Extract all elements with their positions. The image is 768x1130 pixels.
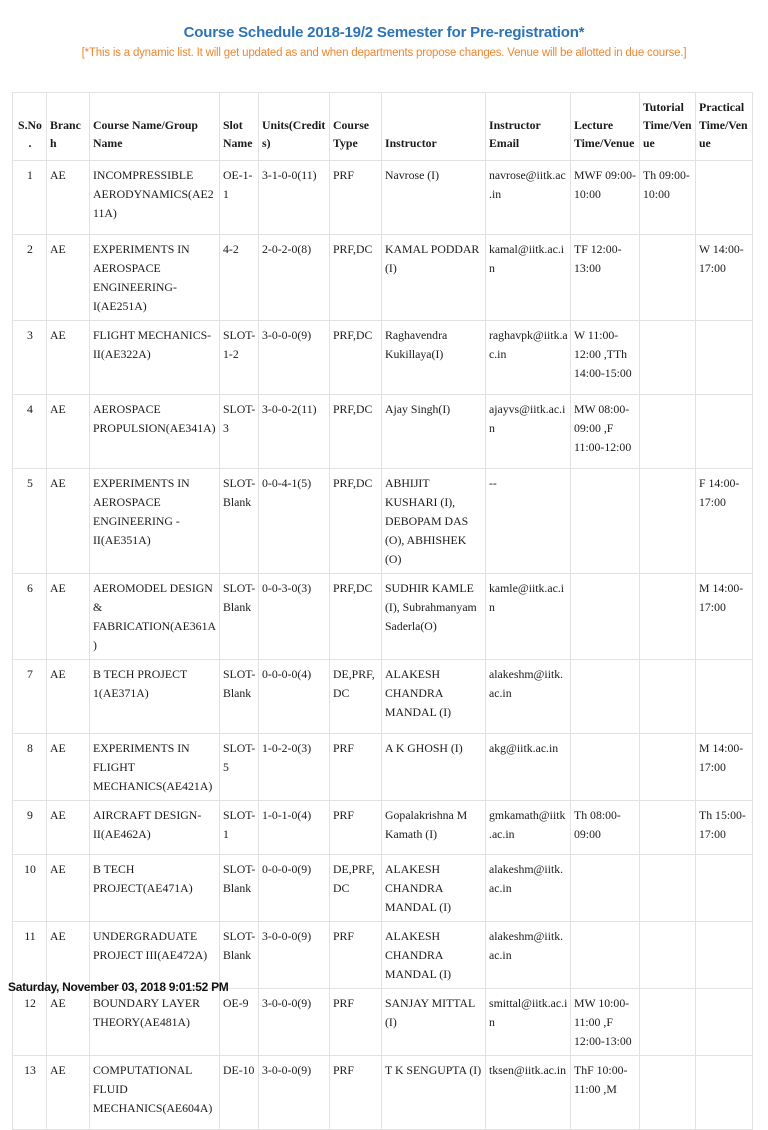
cell-slot: SLOT-Blank: [220, 855, 259, 922]
cell-practical-time: M 14:00-17:00: [696, 574, 753, 660]
cell-tutorial-time: [640, 321, 696, 395]
table-row: [13, 801, 753, 855]
cell-course-type: PRF: [330, 922, 382, 989]
table-row: [13, 734, 753, 801]
print-timestamp: Saturday, November 03, 2018 9:01:52 PM: [8, 980, 229, 994]
cell-tutorial-time: [640, 395, 696, 469]
cell-course-type: PRF: [330, 1056, 382, 1130]
cell-course-name: INCOMPRESSIBLE AERODYNAMICS(AE211A): [90, 161, 220, 235]
cell-course-name: AIRCRAFT DESIGN-II(AE462A): [90, 801, 220, 855]
table-row: [13, 855, 753, 922]
header-lecture: Lecture Time/Venue: [571, 93, 640, 161]
cell-branch: AE: [47, 989, 90, 1056]
cell-course-type: PRF,DC: [330, 321, 382, 395]
cell-slot: SLOT-Blank: [220, 574, 259, 660]
cell-course-name: FLIGHT MECHANICS-II(AE322A): [90, 321, 220, 395]
cell-practical-time: [696, 395, 753, 469]
table-row: [13, 395, 753, 469]
document-title: Course Schedule 2018-19/2 Semester for Pre-registration*: [183, 24, 585, 41]
cell-tutorial-time: [640, 660, 696, 734]
cell-slot: SLOT-Blank: [220, 469, 259, 574]
cell-sno: 3: [13, 321, 47, 395]
cell-course-type: PRF,DC: [330, 395, 382, 469]
cell-instructor-email: gmkamath@iitk.ac.in: [486, 801, 571, 855]
cell-lecture-time: [571, 469, 640, 574]
cell-slot: 4-2: [220, 235, 259, 321]
cell-lecture-time: [571, 922, 640, 989]
cell-instructor: Navrose (I): [382, 161, 486, 235]
header-email: Instructor Email: [486, 93, 571, 161]
cell-tutorial-time: [640, 922, 696, 989]
cell-instructor-email: kamle@iitk.ac.in: [486, 574, 571, 660]
cell-sno: 2: [13, 235, 47, 321]
cell-branch: AE: [47, 801, 90, 855]
cell-practical-time: [696, 660, 753, 734]
cell-sno: 4: [13, 395, 47, 469]
cell-instructor-email: ajayvs@iitk.ac.in: [486, 395, 571, 469]
cell-course-type: PRF: [330, 989, 382, 1056]
cell-units: 2-0-2-0(8): [259, 235, 330, 321]
cell-instructor-email: kamal@iitk.ac.in: [486, 235, 571, 321]
cell-branch: AE: [47, 1056, 90, 1130]
table-row: [13, 574, 753, 660]
cell-slot: OE-1-1: [220, 161, 259, 235]
cell-sno: 6: [13, 574, 47, 660]
cell-branch: AE: [47, 734, 90, 801]
cell-practical-time: [696, 321, 753, 395]
cell-branch: AE: [47, 161, 90, 235]
cell-lecture-time: [571, 855, 640, 922]
cell-course-name: COMPUTATIONAL FLUID MECHANICS(AE604A): [90, 1056, 220, 1130]
cell-sno: 5: [13, 469, 47, 574]
cell-course-name: EXPERIMENTS IN FLIGHT MECHANICS(AE421A): [90, 734, 220, 801]
cell-units: 3-0-0-0(9): [259, 989, 330, 1056]
cell-sno: 9: [13, 801, 47, 855]
cell-course-type: PRF,DC: [330, 469, 382, 574]
cell-practical-time: W 14:00-17:00: [696, 235, 753, 321]
cell-lecture-time: MW 08:00-09:00 ,F 11:00-12:00: [571, 395, 640, 469]
cell-practical-time: [696, 1056, 753, 1130]
cell-tutorial-time: [640, 801, 696, 855]
cell-branch: AE: [47, 469, 90, 574]
cell-tutorial-time: [640, 855, 696, 922]
cell-instructor-email: alakeshm@iitk.ac.in: [486, 855, 571, 922]
cell-practical-time: [696, 161, 753, 235]
cell-instructor: A K GHOSH (I): [382, 734, 486, 801]
table-row: [13, 922, 753, 989]
cell-course-type: PRF: [330, 734, 382, 801]
header-type: Course Type: [330, 93, 382, 161]
cell-practical-time: Th 15:00-17:00: [696, 801, 753, 855]
cell-course-type: DE,PRF,DC: [330, 660, 382, 734]
cell-practical-time: F 14:00-17:00: [696, 469, 753, 574]
cell-units: 3-0-0-0(9): [259, 922, 330, 989]
cell-units: 3-0-0-0(9): [259, 321, 330, 395]
header-units: Units(Credits): [259, 93, 330, 161]
cell-branch: AE: [47, 922, 90, 989]
cell-branch: AE: [47, 660, 90, 734]
table-row: [13, 161, 753, 235]
header-practical: Practical Time/Venue: [696, 93, 753, 161]
cell-lecture-time: TF 12:00-13:00: [571, 235, 640, 321]
cell-sno: 12: [13, 989, 47, 1056]
cell-slot: SLOT-1: [220, 801, 259, 855]
cell-branch: AE: [47, 574, 90, 660]
cell-slot: OE-9: [220, 989, 259, 1056]
cell-instructor: ALAKESH CHANDRA MANDAL (I): [382, 660, 486, 734]
cell-instructor: ALAKESH CHANDRA MANDAL (I): [382, 922, 486, 989]
cell-branch: AE: [47, 321, 90, 395]
cell-lecture-time: MW 10:00-11:00 ,F 12:00-13:00: [571, 989, 640, 1056]
header-tutorial: Tutorial Time/Venue: [640, 93, 696, 161]
cell-instructor-email: alakeshm@iitk.ac.in: [486, 922, 571, 989]
header-sno: S.No .: [13, 93, 47, 161]
cell-practical-time: [696, 855, 753, 922]
header-branch: Branch: [47, 93, 90, 161]
cell-course-type: DE,PRF,DC: [330, 855, 382, 922]
cell-instructor-email: tksen@iitk.ac.in: [486, 1056, 571, 1130]
course-schedule-table: [12, 92, 753, 1130]
document-note: [*This is a dynamic list. It will get updated as and when departments propose changes. Venue will be allotted in due course.]: [81, 47, 687, 59]
cell-sno: 13: [13, 1056, 47, 1130]
cell-instructor-email: akg@iitk.ac.in: [486, 734, 571, 801]
cell-units: 1-0-1-0(4): [259, 801, 330, 855]
cell-tutorial-time: [640, 574, 696, 660]
cell-practical-time: [696, 922, 753, 989]
cell-sno: 7: [13, 660, 47, 734]
cell-lecture-time: MWF 09:00-10:00: [571, 161, 640, 235]
cell-units: 3-0-0-0(9): [259, 1056, 330, 1130]
cell-course-name: UNDERGRADUATE PROJECT III(AE472A): [90, 922, 220, 989]
table-row: [13, 321, 753, 395]
cell-lecture-time: [571, 660, 640, 734]
cell-lecture-time: ThF 10:00-11:00 ,M: [571, 1056, 640, 1130]
cell-units: 1-0-2-0(3): [259, 734, 330, 801]
cell-lecture-time: W 11:00-12:00 ,TTh 14:00-15:00: [571, 321, 640, 395]
cell-instructor-email: navrose@iitk.ac.in: [486, 161, 571, 235]
cell-slot: DE-10: [220, 1056, 259, 1130]
cell-instructor: Raghavendra Kukillaya(I): [382, 321, 486, 395]
cell-slot: SLOT-Blank: [220, 922, 259, 989]
cell-tutorial-time: [640, 235, 696, 321]
table-row: [13, 989, 753, 1056]
cell-lecture-time: [571, 734, 640, 801]
cell-instructor: T K SENGUPTA (I): [382, 1056, 486, 1130]
cell-branch: AE: [47, 235, 90, 321]
cell-slot: SLOT-5: [220, 734, 259, 801]
cell-course-name: AEROSPACE PROPULSION(AE341A): [90, 395, 220, 469]
cell-practical-time: [696, 989, 753, 1056]
header-slot: Slot Name: [220, 93, 259, 161]
cell-instructor-email: raghavpk@iitk.ac.in: [486, 321, 571, 395]
cell-sno: 10: [13, 855, 47, 922]
table-row: [13, 469, 753, 574]
cell-instructor: KAMAL PODDAR (I): [382, 235, 486, 321]
cell-sno: 11: [13, 922, 47, 989]
cell-course-type: PRF: [330, 161, 382, 235]
cell-tutorial-time: [640, 734, 696, 801]
cell-course-name: BOUNDARY LAYER THEORY(AE481A): [90, 989, 220, 1056]
cell-slot: SLOT-Blank: [220, 660, 259, 734]
cell-tutorial-time: [640, 989, 696, 1056]
cell-tutorial-time: Th 09:00-10:00: [640, 161, 696, 235]
cell-lecture-time: [571, 574, 640, 660]
table-row: [13, 660, 753, 734]
cell-instructor: SANJAY MITTAL (I): [382, 989, 486, 1056]
cell-course-type: PRF,DC: [330, 574, 382, 660]
cell-units: 3-0-0-2(11): [259, 395, 330, 469]
cell-instructor: ABHIJIT KUSHARI (I), DEBOPAM DAS (O), ABHISHEK (O): [382, 469, 486, 574]
cell-course-type: PRF: [330, 801, 382, 855]
cell-instructor: Ajay Singh(I): [382, 395, 486, 469]
cell-instructor-email: alakeshm@iitk.ac.in: [486, 660, 571, 734]
cell-tutorial-time: [640, 469, 696, 574]
cell-practical-time: M 14:00-17:00: [696, 734, 753, 801]
header-instructor: Instructor: [382, 93, 486, 161]
cell-units: 3-1-0-0(11): [259, 161, 330, 235]
cell-branch: AE: [47, 855, 90, 922]
cell-course-name: EXPERIMENTS IN AEROSPACE ENGINEERING -II(AE351A): [90, 469, 220, 574]
cell-units: 0-0-0-0(4): [259, 660, 330, 734]
cell-instructor-email: smittal@iitk.ac.in: [486, 989, 571, 1056]
cell-sno: 8: [13, 734, 47, 801]
cell-sno: 1: [13, 161, 47, 235]
cell-units: 0-0-3-0(3): [259, 574, 330, 660]
cell-course-type: PRF,DC: [330, 235, 382, 321]
cell-tutorial-time: [640, 1056, 696, 1130]
header-course: Course Name/Group Name: [90, 93, 220, 161]
cell-instructor: ALAKESH CHANDRA MANDAL (I): [382, 855, 486, 922]
cell-units: 0-0-0-0(9): [259, 855, 330, 922]
cell-course-name: AEROMODEL DESIGN & FABRICATION(AE361A): [90, 574, 220, 660]
cell-units: 0-0-4-1(5): [259, 469, 330, 574]
cell-instructor-email: --: [486, 469, 571, 574]
cell-slot: SLOT-1-2: [220, 321, 259, 395]
cell-instructor: SUDHIR KAMLE (I), Subrahmanyam Saderla(O): [382, 574, 486, 660]
cell-slot: SLOT-3: [220, 395, 259, 469]
cell-course-name: B TECH PROJECT(AE471A): [90, 855, 220, 922]
cell-branch: AE: [47, 395, 90, 469]
cell-course-name: EXPERIMENTS IN AEROSPACE ENGINEERING-I(AE251A): [90, 235, 220, 321]
table-row: [13, 1056, 753, 1130]
table-header-row: [13, 93, 753, 161]
cell-instructor: Gopalakrishna M Kamath (I): [382, 801, 486, 855]
cell-course-name: B TECH PROJECT 1(AE371A): [90, 660, 220, 734]
cell-lecture-time: Th 08:00-09:00: [571, 801, 640, 855]
table-row: [13, 235, 753, 321]
